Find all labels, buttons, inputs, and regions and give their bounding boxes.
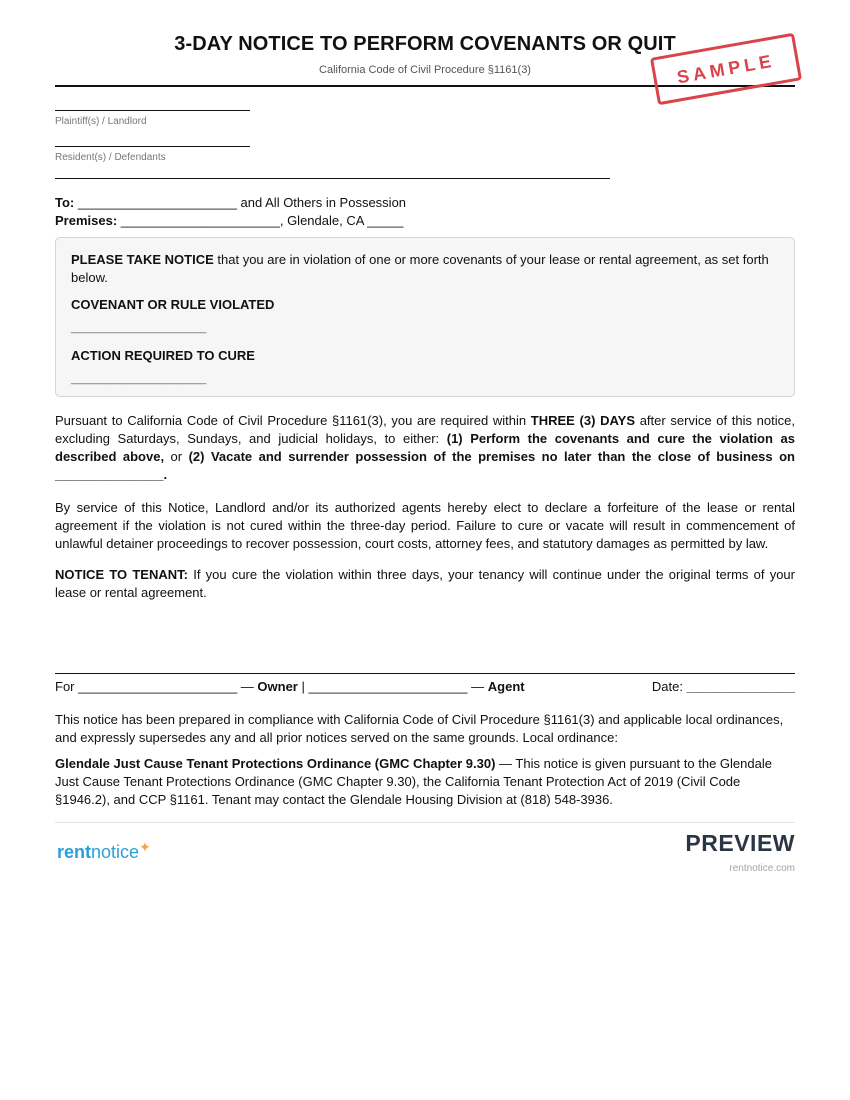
covenant-heading: COVENANT OR RULE VIOLATED (71, 297, 275, 312)
plaintiff-label: Plaintiff(s) / Landlord (55, 116, 147, 127)
premises-label: Premises: (55, 213, 118, 228)
notice-box (55, 237, 795, 397)
p1-text-or: or (164, 449, 189, 464)
ordinance-name: Glendale Just Cause Tenant Protections Ordinance (GMC Chapter 9.30) (55, 756, 496, 771)
to-text: ______________________ and All Others in Possession (77, 195, 407, 210)
logo-text-rent: rent (57, 842, 92, 862)
notice-intro (71, 251, 783, 287)
preview-label: PREVIEW (685, 830, 795, 856)
resident-signature-line (55, 146, 250, 147)
agent-label: Agent (487, 679, 525, 694)
p1-text-a: Pursuant to California Code of Civil Procedure §1161(3), you are required within (55, 413, 531, 428)
footer-divider (55, 822, 795, 823)
owner-label: Owner (257, 679, 298, 694)
for-text: For ______________________ — (55, 679, 258, 694)
signature-line (55, 679, 525, 694)
notice-to-tenant-text: If you cure the violation within three days, your tenancy will continue under the original terms of your lease or rental agreement. (55, 567, 795, 600)
action-heading: ACTION REQUIRED TO CURE (71, 348, 255, 363)
p1-option-vacate: (2) Vacate and surrender possession of the premises no later than the close of business on _______________. (55, 449, 795, 482)
premises-line (55, 213, 403, 228)
notice-intro-bold: PLEASE TAKE NOTICE (71, 252, 214, 267)
plaintiff-signature-line (55, 110, 250, 111)
date-line (652, 679, 795, 694)
signature-separator: | ______________________ — (297, 679, 488, 694)
notice-intro-text: that you are in violation of one or more covenants of your lease or rental agreement, as set forth below. (71, 252, 769, 285)
compliance-paragraph: This notice has been prepared in compliance with California Code of Civil Procedure §1161(3) and applicable local ordinances, and expressly supersedes any and all prior notices served on the same grounds. Local ordinance: (55, 712, 784, 745)
site-url: rentnotice.com (729, 863, 795, 874)
logo-text-notice: notice (91, 842, 140, 862)
notice-to-tenant-paragraph (55, 566, 795, 602)
p1-option-perform: (1) Perform the covenants and cure the violation as described above, (55, 431, 795, 464)
resident-label: Resident(s) / Defendants (55, 152, 166, 163)
date-blank: _______________ (686, 679, 795, 694)
date-label: Date: (651, 679, 687, 694)
rentnotice-logo (57, 839, 151, 863)
cure-or-quit-paragraph (55, 412, 795, 484)
to-line (55, 195, 406, 210)
forfeiture-paragraph: By service of this Notice, Landlord and/or its authorized agents hereby elect to declare a forfeiture of the lease or rental agreement if the violation is not cured within the three-day period. Failure to cure or vacate will result in commencement of unlawful detainer proceedings to recover possession, court costs, attorney fees, and statutory damages as permitted by law. (55, 500, 795, 551)
document-subtitle: California Code of Civil Procedure §1161(3) (319, 64, 531, 76)
section-divider (55, 178, 610, 179)
action-blank: ________________________ (71, 373, 206, 385)
to-label: To: (55, 195, 75, 210)
p1-three-days: THREE (3) DAYS (530, 413, 636, 428)
notice-to-tenant-label: NOTICE TO TENANT: (55, 567, 188, 582)
ordinance-text: — This notice is given pursuant to the Glendale Just Cause Tenant Protections Ordinance (GMC Chapter 9.30), the California Tenant Protection Act of 2019 (Civil Code §1946.2), and CCP §1161. Tenant may contact the Glendale Housing Division at (818) 548-3936. (55, 756, 772, 807)
signature-rule (55, 673, 795, 674)
document-title: 3-DAY NOTICE TO PERFORM COVENANTS OR QUIT (174, 33, 676, 55)
local-ordinance-paragraph (55, 755, 795, 809)
sample-stamp: SAMPLE (650, 33, 802, 106)
sparkle-icon: ✦ (139, 839, 151, 855)
covenant-blank: ________________________ (71, 322, 206, 334)
premises-text: ______________________, Glendale, CA _____ (120, 213, 404, 228)
p1-text-c: after service of this notice, excluding Saturdays, Sundays, and judicial holidays, to either: (55, 413, 795, 446)
